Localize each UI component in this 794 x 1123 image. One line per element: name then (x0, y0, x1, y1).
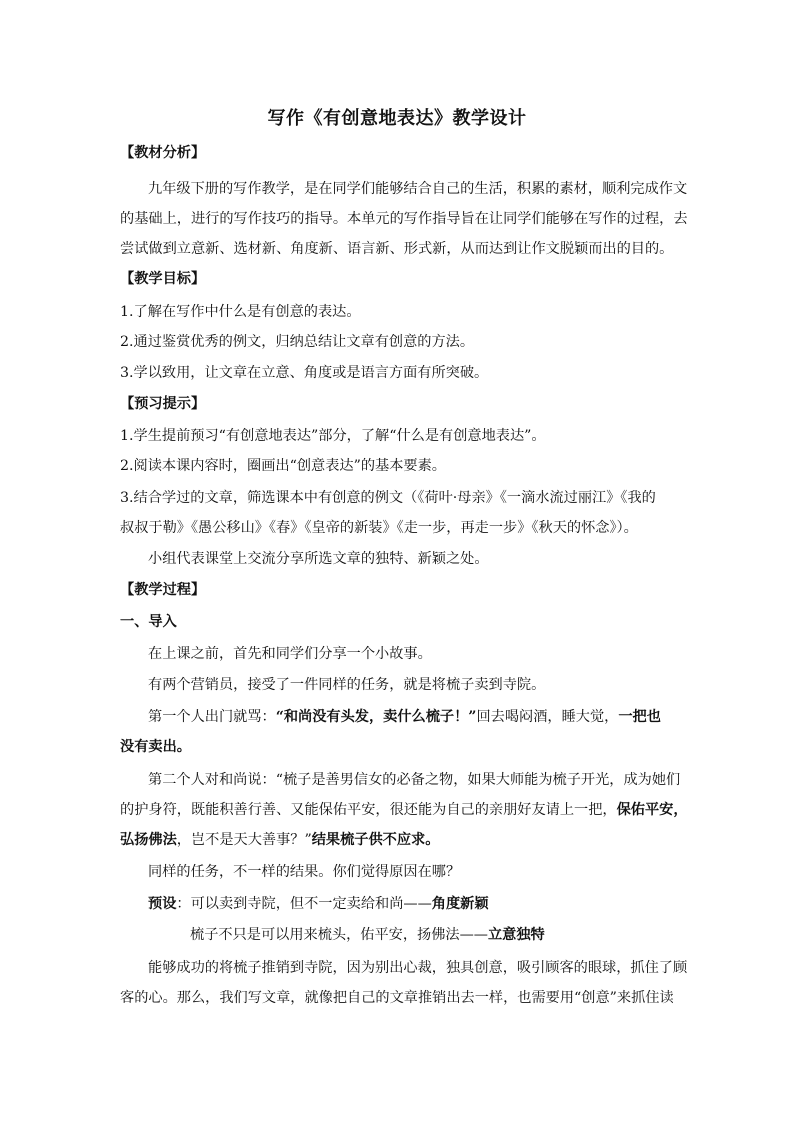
text-run: 梳子不只是可以用来梳头，佑平安，扬佛法—— (190, 927, 488, 943)
preset-line (148, 894, 680, 914)
text-run: 回去喝闷酒，睡大觉， (476, 709, 619, 725)
section-heading-process: 【教学过程】 (120, 582, 206, 598)
preset-line (190, 925, 750, 945)
emphasis-text: 角度新颖 (431, 896, 489, 912)
emphasis-text: 结果梳子供不应求。 (311, 832, 440, 848)
paragraph-line (120, 800, 688, 820)
paragraph-line (120, 830, 680, 850)
paragraph-line: 尝试做到立意新、选材新、角度新、语言新、形式新，从而达到让作文脱颖而出的目的。 (120, 241, 674, 257)
preview-item: 叔叔于勒》《愚公移山》《春》《皇帝的新装》《走一步，再走一步》《秋天的怀念》）。 (120, 520, 638, 536)
preview-item: 小组代表课堂上交流分享所选文章的独特、新颖之处。 (148, 551, 489, 567)
goal-item: 1.了解在写作中什么是有创意的表达。 (120, 304, 361, 320)
emphasis-text: 一把也 (618, 709, 661, 725)
preview-item: 1.学生提前预习“有创意地表达”部分，了解“什么是有创意地表达”。 (120, 428, 546, 444)
paragraph-line: 的基础上，进行的写作技巧的指导。本单元的写作指导旨在让同学们能够在写作的过程，去 (120, 211, 688, 227)
paragraph-line: 在上课之前，首先和同学们分享一个小故事。 (148, 646, 432, 662)
emphasis-text: 立意独特 (487, 927, 545, 943)
section-heading-analysis: 【教材分析】 (120, 145, 206, 161)
paragraph-line: 客的心。那么，我们写文章，就像把自己的文章推销出去一样，也需要用“创意”来抓住读 (120, 990, 674, 1006)
paragraph-line: 同样的任务，不一样的结果。你们觉得原因在哪？ (148, 864, 461, 880)
section-heading-preview: 【预习提示】 (120, 396, 206, 412)
paragraph-line: 第二个人对和尚说：“梳子是善男信女的必备之物，如果大师能为梳子开光，成为她们 (148, 772, 681, 788)
section-heading-goals: 【教学目标】 (120, 271, 206, 287)
preset-label: 预设 (148, 896, 177, 912)
paragraph-line: 九年级下册的写作教学，是在同学们能够结合自己的生活，积累的素材，顺利完成作文 (148, 181, 688, 197)
preview-item: 2.阅读本课内容时，圈画出“创意表达”的基本要素。 (120, 458, 446, 474)
document-title: 写作《有创意地表达》教学设计 (267, 108, 527, 129)
subsection-heading-intro: 一、导入 (120, 614, 177, 630)
emphasis-text: 没有卖出。 (120, 739, 191, 755)
goal-item: 2.通过鉴赏优秀的例文，归纳总结让文章有创意的方法。 (120, 334, 475, 350)
text-run: 的护身符，既能积善行善、又能保佑平安，很还能为自己的亲朋好友请上一把， (120, 802, 617, 818)
paragraph-line (148, 707, 680, 727)
goal-item: 3.学以致用，让文章在立意、角度或是语言方面有所突破。 (120, 365, 489, 381)
text-run: ，岂不是天大善事？” (176, 832, 312, 848)
text-run: ：可以卖到寺院，但不一定卖给和尚—— (176, 896, 432, 912)
paragraph-line: 能够成功的将梳子推销到寺院，因为别出心裁，独具创意，吸引顾客的眼球，抓住了顾 (148, 960, 688, 976)
paragraph-line: 有两个营销员，接受了一件同样的任务，就是将梳子卖到寺院。 (148, 677, 546, 693)
emphasis-text: 弘扬佛法 (120, 832, 177, 848)
emphasis-text: “和尚没有头发，卖什么梳子！” (275, 709, 477, 725)
text-run: 第一个人出门就骂： (148, 709, 276, 725)
preview-item: 3.结合学过的文章，筛选课本中有创意的例文（《荷叶·母亲》《一滴水流过丽江》《我的 (120, 490, 656, 506)
paragraph-line (120, 737, 680, 757)
emphasis-text: 保佑平安， (616, 802, 688, 818)
